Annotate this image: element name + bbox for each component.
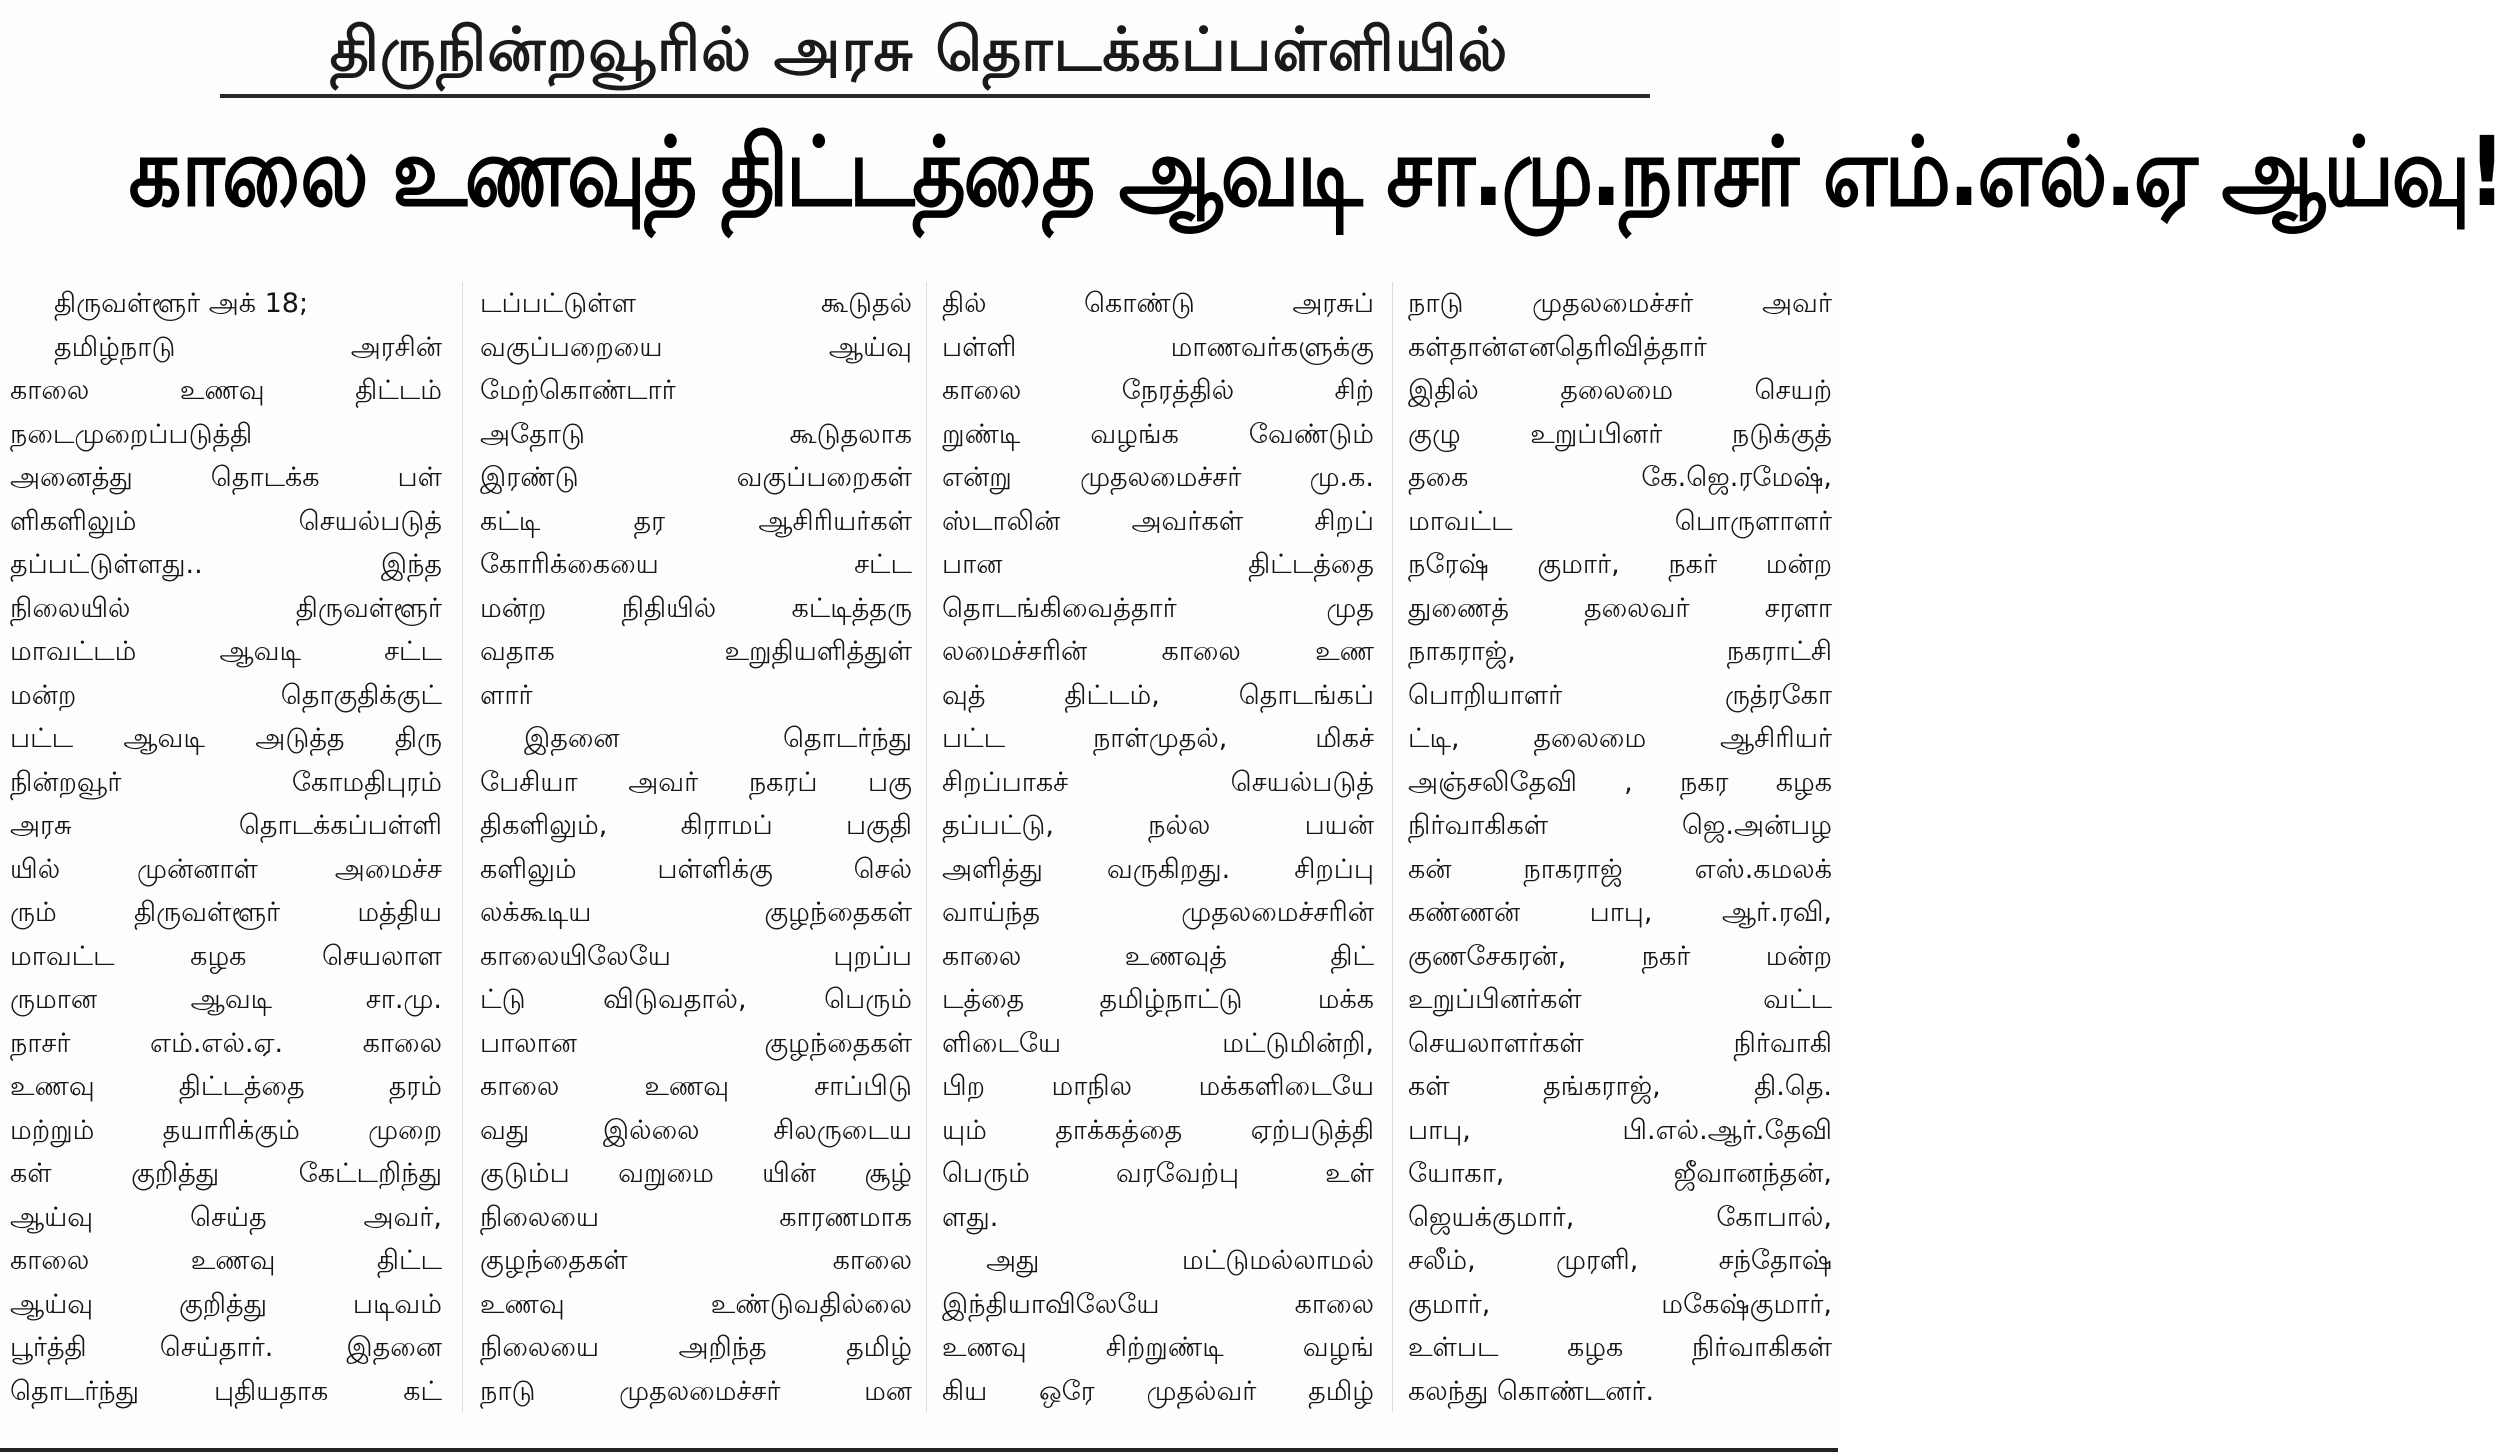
article-column-1: [10, 282, 442, 1413]
column-line: மன்ற நிதியில் கட்டித்தரு: [480, 592, 912, 624]
column-line: தப்பட்டுள்ளது.. இந்த: [10, 549, 442, 580]
column-line: ஜெயக்குமார், கோபால்,: [1408, 1201, 1832, 1233]
column-line: நிலையில் திருவள்ளூர்: [10, 592, 442, 624]
column-line: ளிகளிலும் செயல்படுத்: [10, 505, 442, 537]
column-line: மாவட்ட கழக செயலாள: [10, 940, 442, 972]
article-column-4: [1408, 282, 1832, 1413]
column-divider: [926, 282, 927, 1412]
column-line: வது இல்லை சிலருடைய: [480, 1114, 912, 1146]
column-line: தொடர்ந்து புதியதாக கட்: [10, 1375, 442, 1407]
column-line: பிற மாநில மக்களிடையே: [942, 1071, 1374, 1102]
column-line: ளார்: [480, 679, 533, 711]
column-line: கள் தங்கராஜ், தி.தெ.: [1408, 1071, 1832, 1102]
column-line: திகளிலும், கிராமப் பகுதி: [480, 810, 912, 841]
column-line: வகுப்பறையை ஆய்வு: [480, 331, 912, 363]
column-line: நாடு முதலமைச்சர் அவர்: [1408, 288, 1832, 319]
column-line: குழந்தைகள் காலை: [480, 1245, 912, 1276]
column-line: கள்தான்எனதெரிவித்தார்: [1408, 331, 1707, 363]
column-line: அஞ்சலிதேவி , நகர கழக: [1408, 766, 1832, 798]
column-line: அனைத்து தொடக்க பள்: [10, 462, 442, 493]
column-line: நாசர் எம்.எல்.ஏ. காலை: [10, 1027, 442, 1059]
column-line: உணவு சிற்றுண்டி வழங்: [942, 1332, 1374, 1363]
column-line: லக்கூடிய குழந்தைகள்: [480, 897, 912, 928]
column-line: நிலையை காரணமாக: [480, 1201, 912, 1233]
column-line: கலந்து கொண்டனர்.: [1408, 1375, 1655, 1407]
article-column-3: [942, 282, 1374, 1413]
column-line: காலையிலேயே புறப்ப: [480, 940, 912, 972]
column-line: இரண்டு வகுப்பறைகள்: [480, 462, 912, 493]
column-line: என்று முதலமைச்சர் மு.க.: [942, 462, 1374, 493]
column-divider: [1392, 282, 1393, 1412]
column-line: மேற்கொண்டார்: [480, 375, 676, 406]
column-line: டத்தை தமிழ்நாட்டு மக்க: [942, 984, 1374, 1015]
column-line: கள் குறித்து கேட்டறிந்து: [10, 1158, 442, 1189]
column-line: குழு உறுப்பினர் நடுக்குத்: [1408, 418, 1832, 450]
column-line: நடைமுறைப்படுத்தி: [10, 418, 253, 450]
column-line: சிறப்பாகச் செயல்படுத்: [942, 766, 1374, 798]
column-line: ளது.: [942, 1201, 999, 1233]
column-line: குமார், மகேஷ்குமார்,: [1408, 1288, 1832, 1320]
article-column-2: [480, 282, 912, 1413]
column-line: செயலாளர்கள் நிர்வாகி: [1408, 1027, 1832, 1059]
column-line: தொடங்கிவைத்தார் முத: [942, 592, 1374, 624]
column-line: பெரும் வரவேற்பு உள்: [942, 1158, 1374, 1189]
column-line: நிர்வாகிகள் ஜெ.அன்பழ: [1408, 810, 1832, 841]
column-line: வாய்ந்த முதலமைச்சரின்: [942, 897, 1374, 928]
column-line: ட்டி, தலைமை ஆசிரியர்: [1408, 723, 1832, 754]
column-line: காலை உணவு திட்ட: [10, 1245, 442, 1276]
column-line: மாவட்டம் ஆவடி சட்ட: [10, 636, 442, 667]
column-line: லமைச்சரின் காலை உண: [942, 636, 1374, 667]
column-line: இதனை தொடர்ந்து: [524, 723, 912, 754]
column-line: பட்ட நாள்முதல், மிகச்: [942, 723, 1374, 754]
column-line: பள்ளி மாணவர்களுக்கு: [942, 331, 1374, 363]
column-line: இதில் தலைமை செயற்: [1408, 375, 1832, 406]
dateline: திருவள்ளூர் அக் 18;: [54, 288, 309, 319]
column-line: அரசு தொடக்கப்பள்ளி: [10, 810, 442, 841]
column-line: மற்றும் தயாரிக்கும் முறை: [10, 1114, 442, 1146]
column-line: உள்பட கழக நிர்வாகிகள்: [1408, 1332, 1832, 1363]
column-line: ஆய்வு செய்த அவர்,: [10, 1201, 442, 1233]
column-line: தப்பட்டு, நல்ல பயன்: [942, 810, 1374, 841]
column-line: வதாக உறுதியளித்துள்: [480, 636, 912, 667]
article-kicker: திருநின்றவூரில் அரசு தொடக்கப்பள்ளியில்: [329, 15, 1509, 85]
column-line: பொறியாளர் ருத்ரகோ: [1408, 679, 1832, 711]
column-line: பான திட்டத்தை: [942, 549, 1374, 580]
column-line: பேசியா அவர் நகரப் பகு: [480, 766, 912, 798]
column-line: கோரிக்கையை சட்ட: [480, 549, 912, 580]
column-line: காலை உணவு சாப்பிடு: [480, 1071, 912, 1102]
column-line: அது மட்டுமல்லாமல்: [986, 1245, 1374, 1276]
column-line: பாபு, பி.எல்.ஆர்.தேவி: [1408, 1114, 1832, 1146]
column-line: அளித்து வருகிறது. சிறப்பு: [942, 853, 1374, 885]
column-line: றுண்டி வழங்க வேண்டும்: [942, 418, 1374, 450]
column-line: காலை நேரத்தில் சிற்: [942, 375, 1374, 406]
column-line: நாடு முதலமைச்சர் மன: [480, 1375, 912, 1407]
column-line: குடும்ப வறுமை யின் சூழ்: [480, 1158, 912, 1189]
column-line: ருமான ஆவடி சா.மு.: [10, 984, 442, 1015]
column-line: ளிடையே மட்டுமின்றி,: [942, 1027, 1374, 1059]
column-line: அதோடு கூடுதலாக: [480, 418, 912, 450]
column-line: டப்பட்டுள்ள கூடுதல்: [480, 288, 912, 319]
column-line: கண்ணன் பாபு, ஆர்.ரவி,: [1408, 897, 1832, 928]
column-line: ஆய்வு குறித்து படிவம்: [10, 1288, 442, 1320]
kicker-underline: [220, 94, 1650, 98]
column-line: உணவு திட்டத்தை தரம்: [10, 1071, 442, 1102]
column-line: தகை கே.ஜெ.ரமேஷ்,: [1408, 462, 1832, 493]
column-divider: [462, 282, 463, 1412]
column-line: ஸ்டாலின் அவர்கள் சிறப்: [942, 505, 1374, 537]
column-line: கட்டி தர ஆசிரியர்கள்: [480, 505, 912, 537]
column-line: வுத் திட்டம், தொடங்கப்: [942, 679, 1374, 711]
bottom-rule: [0, 1448, 1838, 1452]
column-line: நிலையை அறிந்த தமிழ்: [480, 1332, 912, 1363]
column-line: நின்றவூர் கோமதிபுரம்: [10, 766, 442, 798]
column-line: மாவட்ட பொருளாளர்: [1408, 505, 1832, 537]
column-line: யோகா, ஜீவானந்தன்,: [1408, 1158, 1832, 1189]
column-line: பாலான குழந்தைகள்: [480, 1027, 912, 1059]
column-line: ரும் திருவள்ளூர் மத்திய: [10, 897, 442, 928]
article-headline: காலை உணவுத் திட்டத்தை ஆவடி சா.மு.நாசர் எம்.எல்.ஏ ஆய்வு!: [128, 116, 2503, 228]
column-line: சலீம், முரளி, சந்தோஷ்: [1408, 1245, 1832, 1276]
column-line: கன் நாகராஜ் எஸ்.கமலக்: [1408, 853, 1832, 885]
column-line: பூர்த்தி செய்தார். இதனை: [10, 1332, 442, 1363]
column-line: காலை உணவுத் திட்: [942, 940, 1374, 972]
column-line: தமிழ்நாடு அரசின்: [54, 331, 442, 363]
column-line: நரேஷ் குமார், நகர் மன்ற: [1408, 549, 1832, 580]
column-line: யில் முன்னாள் அமைச்ச: [10, 853, 442, 885]
column-line: மன்ற தொகுதிக்குட்: [10, 679, 442, 711]
column-line: நாகராஜ், நகராட்சி: [1408, 636, 1832, 667]
column-line: உணவு உண்டுவதில்லை: [480, 1288, 912, 1320]
column-line: உறுப்பினர்கள் வட்ட: [1408, 984, 1832, 1015]
column-line: களிலும் பள்ளிக்கு செல்: [480, 853, 912, 885]
column-line: தில் கொண்டு அரசுப்: [942, 288, 1374, 319]
column-line: ட்டு விடுவதால், பெரும்: [480, 984, 912, 1015]
column-line: குணசேகரன், நகர் மன்ற: [1408, 940, 1832, 972]
column-line: யும் தாக்கத்தை ஏற்படுத்தி: [942, 1114, 1374, 1146]
column-line: காலை உணவு திட்டம்: [10, 375, 442, 406]
column-line: பட்ட ஆவடி அடுத்த திரு: [10, 723, 442, 754]
column-line: துணைத் தலைவர் சரளா: [1408, 592, 1832, 624]
column-line: கிய ஒரே முதல்வர் தமிழ்: [942, 1375, 1374, 1407]
column-line: இந்தியாவிலேயே காலை: [942, 1288, 1374, 1320]
